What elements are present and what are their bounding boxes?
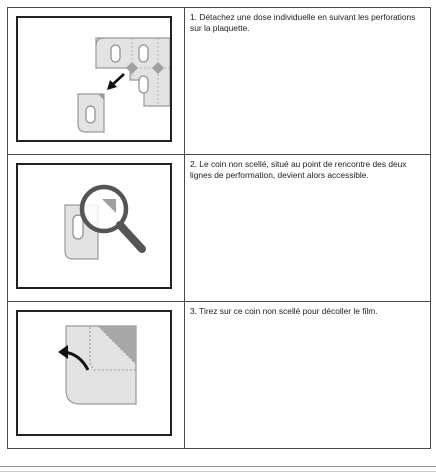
step-3-illustration-cell — [8, 302, 185, 449]
page-bottom-divider — [0, 466, 436, 467]
step-3-text: 3. Tirez sur ce coin non scellé pour décoller le film. — [190, 306, 378, 316]
step-1-illustration-cell — [8, 8, 185, 155]
instructions-table — [7, 7, 431, 449]
magnifier-corner-icon — [18, 165, 170, 287]
step-3-illustration-frame — [16, 310, 172, 436]
step-2-text-cell — [185, 155, 431, 302]
step-1-illustration-frame — [16, 16, 172, 142]
blister-detach-icon — [18, 18, 170, 140]
step-3-text-cell — [185, 302, 431, 449]
step-2-text: 2. Le coin non scellé, situé au point de rencontre des deux lignes de performation, devient alors accessible. — [190, 159, 407, 180]
step-1-text: 1. Détachez une dose individuelle en suivant les perforations sur la plaquette. — [190, 12, 416, 33]
step-row-3 — [8, 302, 431, 449]
step-row-2 — [8, 155, 431, 302]
step-2-illustration-cell — [8, 155, 185, 302]
step-1-text-cell — [185, 8, 431, 155]
step-row-1 — [8, 8, 431, 155]
page-bottom-divider-secondary — [0, 471, 436, 472]
step-2-illustration-frame — [16, 163, 172, 289]
peel-corner-icon — [18, 312, 170, 434]
